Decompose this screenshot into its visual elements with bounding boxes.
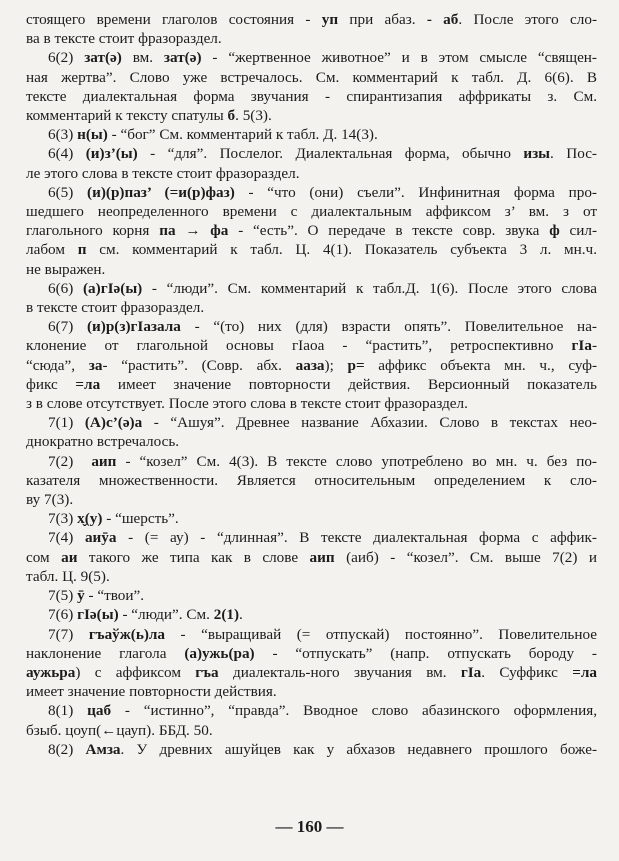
page-text-body xyxy=(26,10,597,759)
text-line: 7(3) х̬(у) - “шерсть”. xyxy=(48,510,179,528)
text-line: 7(4) аиӯа - (= ау) - “длинная”. В тексте диалектальная форма с аффик- xyxy=(48,529,597,547)
text-line: 6(6) (а)гІә(ы) - “люди”. См. комментарий к табл.Д. 1(6). После этого слова xyxy=(48,279,597,297)
text-line: шедшего неопределенного времени с диалектальным аффиксом з’ вм. з от xyxy=(26,203,597,221)
text-line: не выражен. xyxy=(26,260,106,278)
text-line: 7(5) ӯ - “твои”. xyxy=(48,587,145,605)
text-line: клонение от глагольной основы гІаоа - “растить”, ретроспективно гІа- xyxy=(26,337,597,355)
text-line: 8(2) Амза. У древних ашуйцев как у абхазов недавнего прошлого боже- xyxy=(48,740,597,758)
text-line: 7(1) (А)с’(ә)а - “Ашуя”. Древнее название Абхазии. Слово в текстах нео- xyxy=(48,414,597,432)
text-line: тексте диалектальная форма звучания - спирантизапия аффрикаты з. См. xyxy=(26,87,597,105)
text-line: казателя множественности. Является относительным определением к сло- xyxy=(26,471,597,489)
text-line: сом аи такого же типа как в слове аип (аиб) - “козел”. См. выше 7(2) и xyxy=(26,548,597,566)
text-line: 7(6) гІә(ы) - “люди”. См. 2(1). xyxy=(48,606,243,624)
text-line: днократно встречалось. xyxy=(26,433,180,451)
text-line: 8(1) цаб - “истинно”, “правда”. Вводное слово абазинского оформления, xyxy=(48,702,597,720)
text-line: в тексте стоит фразораздел. xyxy=(26,299,205,317)
text-line: бзыб. цоуп(←цауп). ББД. 50. xyxy=(26,721,213,739)
text-line: наклонение глагола (а)ужь(ра) - “отпускать” (напр. отпускать бороду - xyxy=(26,644,597,662)
text-line: табл. Ц. 9(5). xyxy=(26,567,110,585)
text-line: 6(2) зат(ә) вм. зат(ә) - “жертвенное животное” и в этом смысле “священ- xyxy=(48,49,597,67)
text-line: имеет значение повторности действия. xyxy=(26,683,277,701)
text-line: стоящего времени глаголов состояния - уп при абаз. - аб. После этого сло- xyxy=(26,11,597,28)
text-line: 6(4) (и)з’(ы) - “для”. Послелог. Диалектальная форма, обычно изы. Пос- xyxy=(48,145,597,163)
page-number: — 160 — xyxy=(275,817,344,836)
text-line: аужьра) с аффиксом гъа диалекталь-ного звучания вм. гІа. Суффикс =ла xyxy=(26,663,597,681)
text-line: фикс =ла имеет значение повторности действия. Версионный показатель xyxy=(26,375,597,393)
text-line: ле этого слова в тексте стоит фразораздел. xyxy=(26,164,300,182)
text-line: ву 7(3). xyxy=(26,491,74,509)
text-line: ва в тексте стоит фразораздел. xyxy=(26,30,222,48)
text-line: лабом п см. комментарий к табл. Ц. 4(1). Показатель субъекта 3 л. мн.ч. xyxy=(26,241,597,259)
text-line: 7(7) гъаўж(ь)ла - “выращивай (= отпускай) постоянно”. Повелительное xyxy=(48,625,597,643)
text-line: 6(3) н(ы) - “бог” См. комментарий к табл. Д. 14(3). xyxy=(48,126,378,144)
text-line: 6(5) (и)(р)паз’ (=и(р)фаз) - “что (они) съели”. Инфинитная форма про- xyxy=(48,183,597,201)
text-line: 6(7) (и)р(з)гІазала - “(то) них (для) взрасти опять”. Повелительное на- xyxy=(48,318,597,336)
text-line: ная жертва”. Слово уже встречалось. См. комментарий к табл. Д. 6(6). В xyxy=(26,68,597,86)
text-line: глагольного корня па → фа - “есть”. О передаче в тексте совр. звука ф сил- xyxy=(26,222,597,240)
text-line: з в слове отсутствует. После этого слова в тексте стоит фразораздел. xyxy=(26,395,468,413)
text-line: “сюда”, за- “растить”. (Совр. абх. ааза); р= аффикс объекта мн. ч., суф- xyxy=(26,356,597,374)
text-line: 7(2) аип - “козел” См. 4(3). В тексте слово употреблено во мн. ч. без по- xyxy=(48,452,597,470)
text-line: комментарий к тексту спатулы б. 5(3). xyxy=(26,107,272,125)
